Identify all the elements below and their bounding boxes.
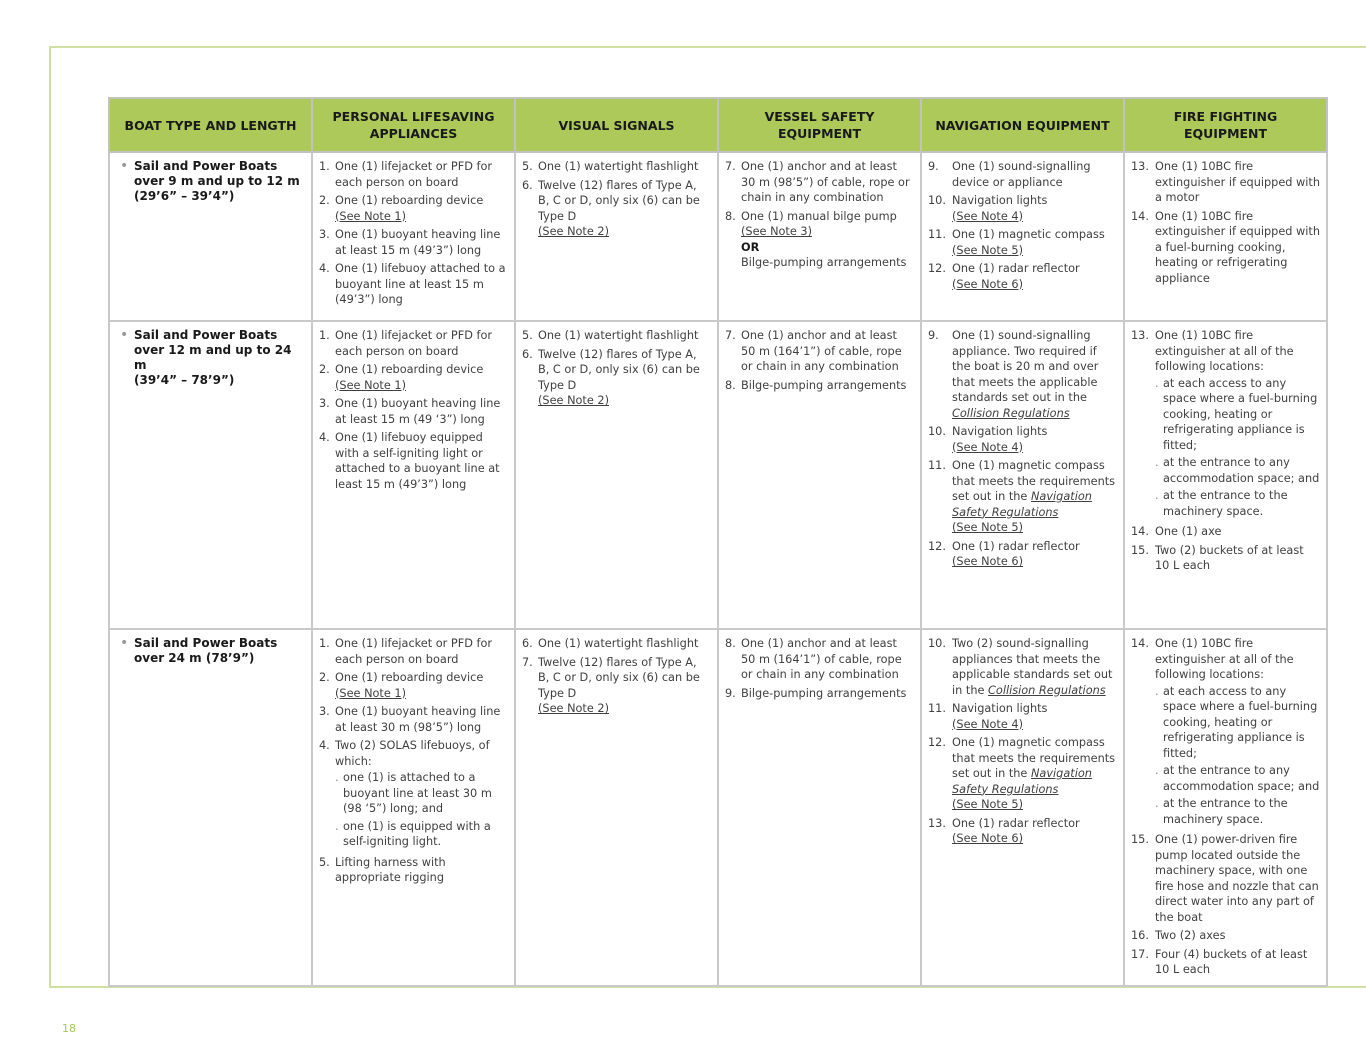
list-item — [1131, 928, 1320, 944]
item-number: 14. — [1131, 525, 1149, 538]
item-list — [522, 328, 711, 409]
item-description: Navigation lights — [952, 194, 1048, 207]
item-description: Two (2) buckets of at least 10 L each — [1155, 543, 1304, 572]
item-number: 1. — [319, 329, 330, 342]
see-note-reference: (See Note 5) — [952, 521, 1023, 534]
fire-fighting-cell — [1124, 152, 1327, 321]
item-text — [538, 655, 711, 717]
item-description: Navigation lights — [952, 425, 1048, 438]
sub-item-text: at each access to any space where a fuel-burning cooking, heating or refrigerating appliance is fitted; — [1163, 684, 1318, 760]
table-row — [109, 152, 1327, 321]
boat-type — [116, 159, 305, 204]
list-item — [1131, 328, 1320, 521]
item-text — [1155, 524, 1320, 540]
item-text — [335, 704, 508, 735]
item-description: Twelve (12) flares of Type A, B, C or D, only six (6) can be Type D — [538, 655, 700, 700]
item-text — [335, 159, 508, 190]
sub-list-item — [1155, 455, 1320, 486]
item-number: 6. — [522, 347, 533, 361]
item-number: 17. — [1131, 947, 1149, 961]
see-note-reference: (See Note 2) — [538, 702, 609, 715]
boat-length-imperial: (39’4” – 78’9”) — [134, 373, 235, 387]
item-text — [952, 227, 1117, 258]
item-description: One (1) buoyant heaving line at least 15 m (49 ‘3”) long — [335, 397, 501, 426]
item-description: One (1) reboarding device — [335, 194, 484, 207]
sub-list-item — [1155, 684, 1320, 762]
sub-bullet: . — [335, 771, 339, 784]
item-number: 3. — [319, 397, 330, 410]
boat-type-text — [134, 636, 305, 666]
header-fire-fighting: FIRE FIGHTING EQUIPMENT — [1124, 98, 1327, 152]
boat-type — [116, 636, 305, 666]
list-item — [928, 159, 1117, 190]
item-number: 11. — [928, 228, 946, 241]
boat-type-name: Sail and Power Boats over 9 m and up to 12 m — [134, 159, 300, 188]
table-row — [109, 321, 1327, 629]
list-item — [319, 227, 508, 258]
item-text — [335, 670, 508, 701]
item-number: 9. — [928, 160, 939, 173]
list-item — [319, 193, 508, 224]
item-list — [928, 636, 1117, 847]
list-item — [725, 328, 914, 375]
item-list — [1131, 636, 1320, 978]
sub-list-item — [335, 770, 508, 817]
sub-list-item — [1155, 796, 1320, 827]
regulation-reference: Navigation Safety Regulations — [952, 490, 1092, 519]
item-description: Two (2) axes — [1155, 929, 1226, 942]
item-text — [952, 701, 1117, 732]
item-text — [1155, 928, 1320, 944]
item-text — [741, 686, 914, 702]
item-description: One (1) sound-signalling device or appliance — [952, 160, 1091, 189]
list-item — [319, 855, 508, 886]
item-list — [1131, 328, 1320, 574]
boat-type-name: Sail and Power Boats over 24 m (78’9”) — [134, 636, 278, 665]
item-text — [538, 159, 711, 175]
item-description: One (1) lifejacket or PFD for each person on board — [335, 329, 493, 358]
lifesaving-cell — [312, 321, 515, 629]
boat-type — [116, 328, 305, 388]
item-description: One (1) magnetic compass — [952, 228, 1105, 241]
see-note-reference: (See Note 2) — [538, 394, 609, 407]
list-item — [928, 539, 1117, 570]
list-item — [319, 396, 508, 427]
item-number: 12. — [928, 736, 946, 749]
item-number: 12. — [928, 539, 946, 553]
list-item — [319, 704, 508, 735]
item-text — [952, 539, 1117, 570]
item-text — [335, 855, 508, 886]
item-text — [1155, 543, 1320, 574]
list-item — [928, 816, 1117, 847]
table-row — [109, 629, 1327, 986]
item-description: One (1) radar reflector — [952, 262, 1080, 275]
item-number: 11. — [928, 459, 946, 472]
list-item — [928, 424, 1117, 455]
list-item — [319, 261, 508, 308]
item-description: One (1) sound-signalling appliance. Two required if the boat is 20 m and over that meets the applicable standards set out in the — [952, 329, 1099, 404]
item-text — [335, 362, 508, 393]
item-description: One (1) watertight flashlight — [538, 637, 699, 650]
item-number: 5. — [522, 160, 533, 173]
item-list — [319, 636, 508, 886]
see-note-reference: (See Note 2) — [538, 225, 609, 238]
fire-fighting-cell — [1124, 629, 1327, 986]
list-item — [928, 261, 1117, 292]
item-number: 9. — [725, 686, 736, 700]
item-number: 7. — [725, 329, 736, 342]
list-item — [928, 458, 1117, 536]
item-description: One (1) lifebuoy attached to a buoyant line at least 15 m (49’3”) long — [335, 262, 506, 306]
sub-bullet: . — [335, 819, 339, 833]
item-number: 13. — [928, 816, 946, 830]
item-list — [725, 159, 914, 271]
page-frame-top — [50, 46, 1366, 48]
item-text — [952, 735, 1117, 813]
item-number: 14. — [1131, 637, 1149, 650]
see-note-reference: (See Note 1) — [335, 209, 406, 223]
sub-bullet: . — [1155, 376, 1159, 390]
list-item — [319, 670, 508, 701]
list-item — [319, 430, 508, 492]
list-item — [1131, 524, 1320, 540]
list-item — [725, 209, 914, 271]
item-description: Twelve (12) flares of Type A, B, C or D, only six (6) can be Type D — [538, 347, 700, 392]
item-number: 4. — [319, 262, 330, 275]
navigation-cell — [921, 152, 1124, 321]
item-number: 4. — [319, 431, 330, 444]
list-item — [928, 735, 1117, 813]
item-number: 5. — [522, 329, 533, 342]
item-text — [335, 636, 508, 667]
see-note-reference: (See Note 5) — [952, 243, 1023, 257]
item-number: 7. — [522, 655, 533, 669]
list-item — [1131, 636, 1320, 829]
sub-item-text: at the entrance to any accommodation space; and — [1163, 764, 1320, 793]
list-item — [319, 159, 508, 190]
item-text — [741, 378, 914, 394]
item-number: 2. — [319, 671, 330, 684]
item-number: 5. — [319, 855, 330, 869]
item-list — [725, 636, 914, 701]
item-text — [952, 159, 1117, 190]
item-text — [741, 209, 914, 271]
item-number: 8. — [725, 637, 736, 650]
sub-list — [335, 770, 508, 850]
visual-signals-cell — [515, 152, 718, 321]
item-text — [952, 424, 1117, 455]
sub-list-item — [1155, 376, 1320, 454]
item-text — [952, 816, 1117, 847]
item-number: 2. — [319, 194, 330, 207]
boat-type-text — [134, 159, 305, 204]
item-text — [538, 347, 711, 409]
page-frame-left — [49, 46, 51, 988]
item-text — [538, 636, 711, 652]
item-number: 8. — [725, 378, 736, 392]
item-description: One (1) axe — [1155, 525, 1222, 538]
see-note-reference: (See Note 5) — [952, 798, 1023, 811]
item-text — [1155, 328, 1320, 521]
item-description: One (1) buoyant heaving line at least 15 m (49’3”) long — [335, 228, 501, 257]
item-description: One (1) buoyant heaving line at least 30 m (98’5”) long — [335, 705, 501, 734]
item-number: 2. — [319, 363, 330, 376]
item-text — [335, 227, 508, 258]
bullet-icon: • — [120, 327, 129, 343]
item-number: 11. — [928, 702, 946, 715]
list-item — [1131, 947, 1320, 978]
item-text — [952, 193, 1117, 224]
item-description: One (1) magnetic compass that meets the requirements set out in the — [952, 736, 1116, 780]
list-item — [725, 378, 914, 394]
bullet-icon: • — [120, 635, 129, 651]
item-text — [538, 178, 711, 240]
item-number: 14. — [1131, 209, 1149, 223]
sub-item-text: at each access to any space where a fuel-burning cooking, heating or refrigerating appliance is fitted; — [1163, 376, 1318, 452]
item-number: 10. — [928, 637, 946, 650]
item-number: 16. — [1131, 929, 1149, 942]
or-separator: OR — [741, 240, 760, 254]
sub-list — [1155, 684, 1320, 828]
item-description: One (1) watertight flashlight — [538, 160, 699, 173]
item-text — [335, 738, 508, 852]
boat-type-cell — [109, 321, 312, 629]
item-description: One (1) reboarding device — [335, 363, 484, 376]
item-number: 13. — [1131, 160, 1149, 173]
sub-item-text: one (1) is attached to a buoyant line at least 30 m (98 ‘5”) long; and — [343, 771, 492, 815]
item-number: 1. — [319, 160, 330, 173]
item-list — [319, 328, 508, 492]
list-item — [1131, 832, 1320, 925]
item-number: 13. — [1131, 329, 1149, 342]
page-number: 18 — [62, 1022, 76, 1035]
item-text — [1155, 159, 1320, 206]
item-number: 12. — [928, 262, 946, 275]
list-item — [522, 159, 711, 175]
list-item — [319, 362, 508, 393]
sub-bullet: . — [1155, 797, 1159, 810]
see-note-reference: (See Note 6) — [952, 277, 1023, 291]
item-description: Four (4) buckets of at least 10 L each — [1155, 947, 1308, 976]
see-note-reference: (See Note 6) — [952, 555, 1023, 568]
safety-equipment-table — [108, 97, 1328, 987]
vessel-safety-cell — [718, 321, 921, 629]
regulation-reference: Collision Regulations — [952, 406, 1070, 420]
sub-item-text: at the entrance to any accommodation space; and — [1163, 456, 1320, 485]
item-description: One (1) anchor and at least 30 m (98’5”) of cable, rope or chain in any combination — [741, 160, 910, 204]
lifesaving-cell — [312, 629, 515, 986]
item-description: One (1) power-driven fire pump located outside the machinery space, with one fire hose and nozzle that can direct water into any part of the boat — [1155, 833, 1319, 924]
vessel-safety-cell — [718, 152, 921, 321]
list-item — [725, 686, 914, 702]
item-description: One (1) lifejacket or PFD for each person on board — [335, 637, 493, 666]
sub-list — [1155, 376, 1320, 520]
item-description: One (1) 10BC fire extinguisher if equipped with a fuel-burning cooking, heating or refrigerating appliance — [1155, 209, 1321, 285]
list-item — [725, 159, 914, 206]
see-note-reference: (See Note 4) — [952, 440, 1023, 454]
list-item — [1131, 159, 1320, 206]
item-description: Two (2) SOLAS lifebuoys, of which: — [335, 739, 490, 768]
sub-item-text: at the entrance to the machinery space. — [1163, 797, 1288, 826]
item-description: One (1) watertight flashlight — [538, 329, 699, 342]
item-description: Navigation lights — [952, 702, 1048, 715]
item-text — [335, 261, 508, 308]
item-text — [335, 430, 508, 492]
see-note-reference: (See Note 1) — [335, 378, 406, 392]
regulation-reference: Navigation Safety Regulations — [952, 767, 1092, 796]
sub-bullet: . — [1155, 489, 1159, 502]
item-number: 6. — [522, 178, 533, 192]
item-list — [928, 159, 1117, 292]
item-description: One (1) manual bilge pump — [741, 209, 897, 223]
boat-type-name: Sail and Power Boats over 12 m and up to 24 m — [134, 328, 292, 372]
item-text — [1155, 832, 1320, 925]
list-item — [1131, 543, 1320, 574]
item-number: 10. — [928, 194, 946, 207]
sub-item-text: at the entrance to the machinery space. — [1163, 489, 1288, 518]
item-text — [1155, 636, 1320, 829]
item-description: Lifting harness with appropriate rigging — [335, 855, 446, 884]
list-item — [522, 347, 711, 409]
list-item — [928, 193, 1117, 224]
item-text — [741, 636, 914, 683]
item-list — [928, 328, 1117, 570]
item-text — [1155, 947, 1320, 978]
list-item — [928, 328, 1117, 421]
sub-list-item — [335, 819, 508, 850]
boat-type-text — [134, 328, 305, 388]
item-text — [741, 328, 914, 375]
sub-list-item — [1155, 488, 1320, 519]
visual-signals-cell — [515, 321, 718, 629]
item-number: 3. — [319, 705, 330, 718]
item-text — [952, 328, 1117, 421]
item-description: Twelve (12) flares of Type A, B, C or D, only six (6) can be Type D — [538, 178, 700, 223]
item-description: Bilge-pumping arrangements — [741, 686, 907, 700]
item-number: 8. — [725, 209, 736, 223]
item-text — [538, 328, 711, 344]
item-description: One (1) anchor and at least 50 m (164’1”) of cable, rope or chain in any combination — [741, 329, 902, 373]
item-description: One (1) radar reflector — [952, 539, 1080, 553]
item-text — [335, 328, 508, 359]
see-note-reference: (See Note 4) — [952, 209, 1023, 223]
list-item — [522, 655, 711, 717]
vessel-safety-cell — [718, 629, 921, 986]
item-text — [952, 458, 1117, 536]
item-number: 3. — [319, 228, 330, 241]
item-number: 10. — [928, 425, 946, 438]
see-note-reference: (See Note 6) — [952, 832, 1023, 845]
item-description: One (1) lifebuoy equipped with a self-igniting light or attached to a buoyant line at least 15 m (49’3”) long — [335, 431, 500, 491]
regulation-reference: Collision Regulations — [988, 683, 1106, 697]
boat-type-cell — [109, 152, 312, 321]
item-list — [725, 328, 914, 393]
list-item — [725, 636, 914, 683]
list-item — [319, 636, 508, 667]
item-list — [522, 636, 711, 717]
item-text — [952, 636, 1117, 698]
lifesaving-cell — [312, 152, 515, 321]
list-item — [522, 328, 711, 344]
item-text — [335, 396, 508, 427]
table-header-row — [109, 98, 1327, 152]
list-item — [928, 227, 1117, 258]
header-visual-signals: VISUAL SIGNALS — [515, 98, 718, 152]
list-item — [928, 701, 1117, 732]
item-text — [952, 261, 1117, 292]
navigation-cell — [921, 629, 1124, 986]
navigation-cell — [921, 321, 1124, 629]
boat-type-cell — [109, 629, 312, 986]
item-description: One (1) lifejacket or PFD for each person on board — [335, 160, 493, 189]
item-text — [741, 159, 914, 206]
item-list — [1131, 159, 1320, 286]
item-number: 4. — [319, 739, 330, 752]
boat-length-imperial: (29’6” – 39’4”) — [134, 189, 235, 203]
list-item — [522, 178, 711, 240]
alternative-text: Bilge-pumping arrangements — [741, 256, 907, 269]
item-list — [319, 159, 508, 308]
sub-list-item — [1155, 763, 1320, 794]
item-number: 1. — [319, 637, 330, 650]
item-list — [522, 159, 711, 240]
item-text — [335, 193, 508, 224]
item-description: One (1) anchor and at least 50 m (164’1”) of cable, rope or chain in any combination — [741, 637, 902, 681]
bullet-icon: • — [120, 158, 129, 174]
sub-item-text: one (1) is equipped with a self-igniting light. — [343, 819, 491, 848]
item-number: 6. — [522, 637, 533, 650]
item-number: 15. — [1131, 833, 1149, 846]
item-number: 7. — [725, 160, 736, 173]
see-note-reference: (See Note 3) — [741, 225, 812, 238]
item-text — [1155, 209, 1320, 287]
visual-signals-cell — [515, 629, 718, 986]
header-navigation: NAVIGATION EQUIPMENT — [921, 98, 1124, 152]
item-description: Bilge-pumping arrangements — [741, 378, 907, 392]
item-description: Two (2) sound-signalling appliances that meets the applicable standards set out in the — [952, 637, 1113, 697]
list-item — [928, 636, 1117, 698]
sub-bullet: . — [1155, 764, 1159, 777]
list-item — [522, 636, 711, 652]
sub-bullet: . — [1155, 456, 1159, 469]
item-number: 9. — [928, 329, 939, 342]
list-item — [319, 328, 508, 359]
item-description: One (1) radar reflector — [952, 816, 1080, 830]
fire-fighting-cell — [1124, 321, 1327, 629]
header-vessel-safety: VESSEL SAFETY EQUIPMENT — [718, 98, 921, 152]
item-description: One (1) magnetic compass that meets the requirements set out in the — [952, 459, 1116, 503]
item-description: One (1) 10BC fire extinguisher at all of the following locations: — [1155, 329, 1294, 373]
item-number: 15. — [1131, 543, 1149, 557]
list-item — [319, 738, 508, 852]
list-item — [1131, 209, 1320, 287]
item-description: One (1) 10BC fire extinguisher at all of the following locations: — [1155, 637, 1294, 681]
sub-bullet: . — [1155, 684, 1159, 698]
item-description: One (1) 10BC fire extinguisher if equipped with a motor — [1155, 160, 1321, 204]
item-description: One (1) reboarding device — [335, 671, 484, 684]
header-boat-type: BOAT TYPE AND LENGTH — [109, 98, 312, 152]
header-lifesaving: PERSONAL LIFESAVING APPLIANCES — [312, 98, 515, 152]
see-note-reference: (See Note 1) — [335, 686, 406, 700]
see-note-reference: (See Note 4) — [952, 717, 1023, 731]
